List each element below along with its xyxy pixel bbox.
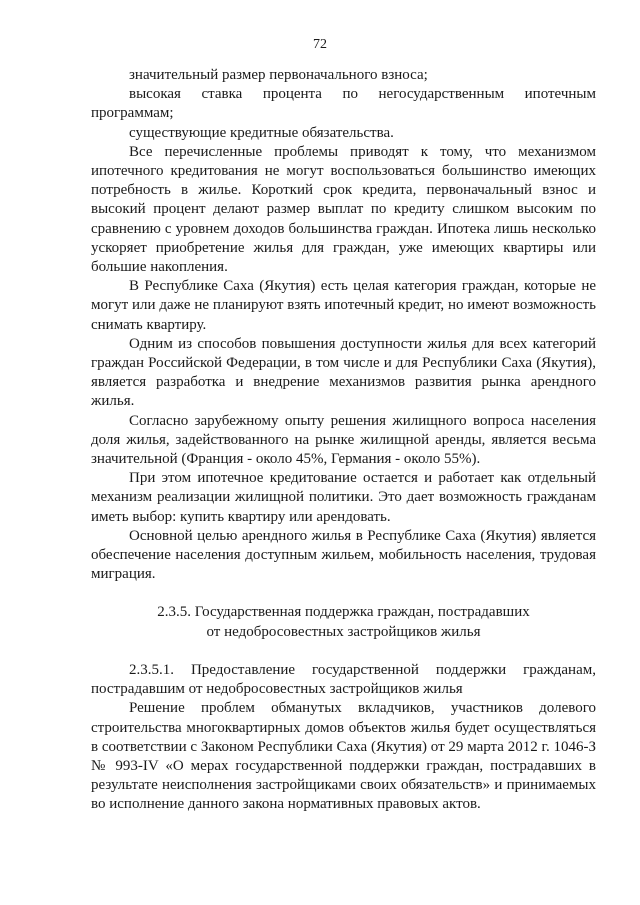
paragraph-rental-market: Одним из способов повышения доступности жилья для всех категорий граждан Российской Федерации, в том числе и для Республики Саха (Якутия), является разработка и внедрение механизмов развития рынка арендного жилья. bbox=[91, 335, 596, 410]
paragraph-rental-goal: Основной целью арендного жилья в Республике Саха (Якутия) является обеспечение населения доступным жильем, мобильность населения, трудовая миграция. bbox=[91, 527, 596, 583]
subsection-title: 2.3.5.1. Предоставление государственной поддержки гражданам, пострадавшим от недобросовестных застройщиков жилья bbox=[91, 661, 596, 698]
list-item-credit-obligations: существующие кредитные обязательства. bbox=[129, 124, 394, 141]
paragraph-deceived-investors: Решение проблем обманутых вкладчиков, участников долевого строительства многоквартирных домов объектов жилья будет осуществляться в соответствии с Законом Республики Саха (Якутия) от 29 марта 2012 г. 1046-З № 993-IV «О мерах государственной поддержки граждан, пострадавших в результате неисполнения застройщиками своих обязательств» и принимаемых во исполнение данного закона нормативных правовых актов. bbox=[91, 700, 596, 813]
section-heading-line-2: от недобросовестных застройщиков жилья bbox=[206, 623, 481, 640]
paragraph-mortgage-problems: Все перечисленные проблемы приводят к тому, что механизмом ипотечного кредитования не могут воспользоваться большинство имеющих потребность в жилье. Короткий срок кредита, первоначальный взнос и высокий процент делают размер выплат по кредиту слишком высоким по сравнению с уровнем доходов большинства граждан. Ипотека лишь несколько ускоряет приобретение жилья для граждан, уже имеющих квартиры или большие накопления. bbox=[91, 143, 596, 276]
document-body bbox=[91, 66, 596, 815]
list-item-initial-payment: значительный размер первоначального взноса; bbox=[129, 67, 428, 83]
section-heading-line-1: 2.3.5. Государственная поддержка граждан, пострадавших bbox=[157, 604, 530, 621]
paragraph-mortgage-policy: При этом ипотечное кредитование остается и работает как отдельный механизм реализации жилищной политики. Это дает возможность гражданам иметь выбор: купить квартиру или арендовать. bbox=[91, 470, 596, 525]
paragraph-yakutia-citizens: В Республике Саха (Якутия) есть целая категория граждан, которые не могут или даже не планируют взять ипотечный кредит, но имеют возможность снимать квартиру. bbox=[91, 278, 596, 333]
list-item-interest-rate: высокая ставка процента по негосударственным ипотечным программам; bbox=[91, 86, 596, 122]
section-heading bbox=[91, 584, 596, 660]
paragraph-foreign-experience: Согласно зарубежному опыту решения жилищного вопроса населения доля жилья, задействованного на рынке жилищной аренды, является весьма значительной (Франция - около 45%, Германия - около 55%). bbox=[91, 412, 596, 468]
page-number: 72 bbox=[313, 37, 327, 52]
